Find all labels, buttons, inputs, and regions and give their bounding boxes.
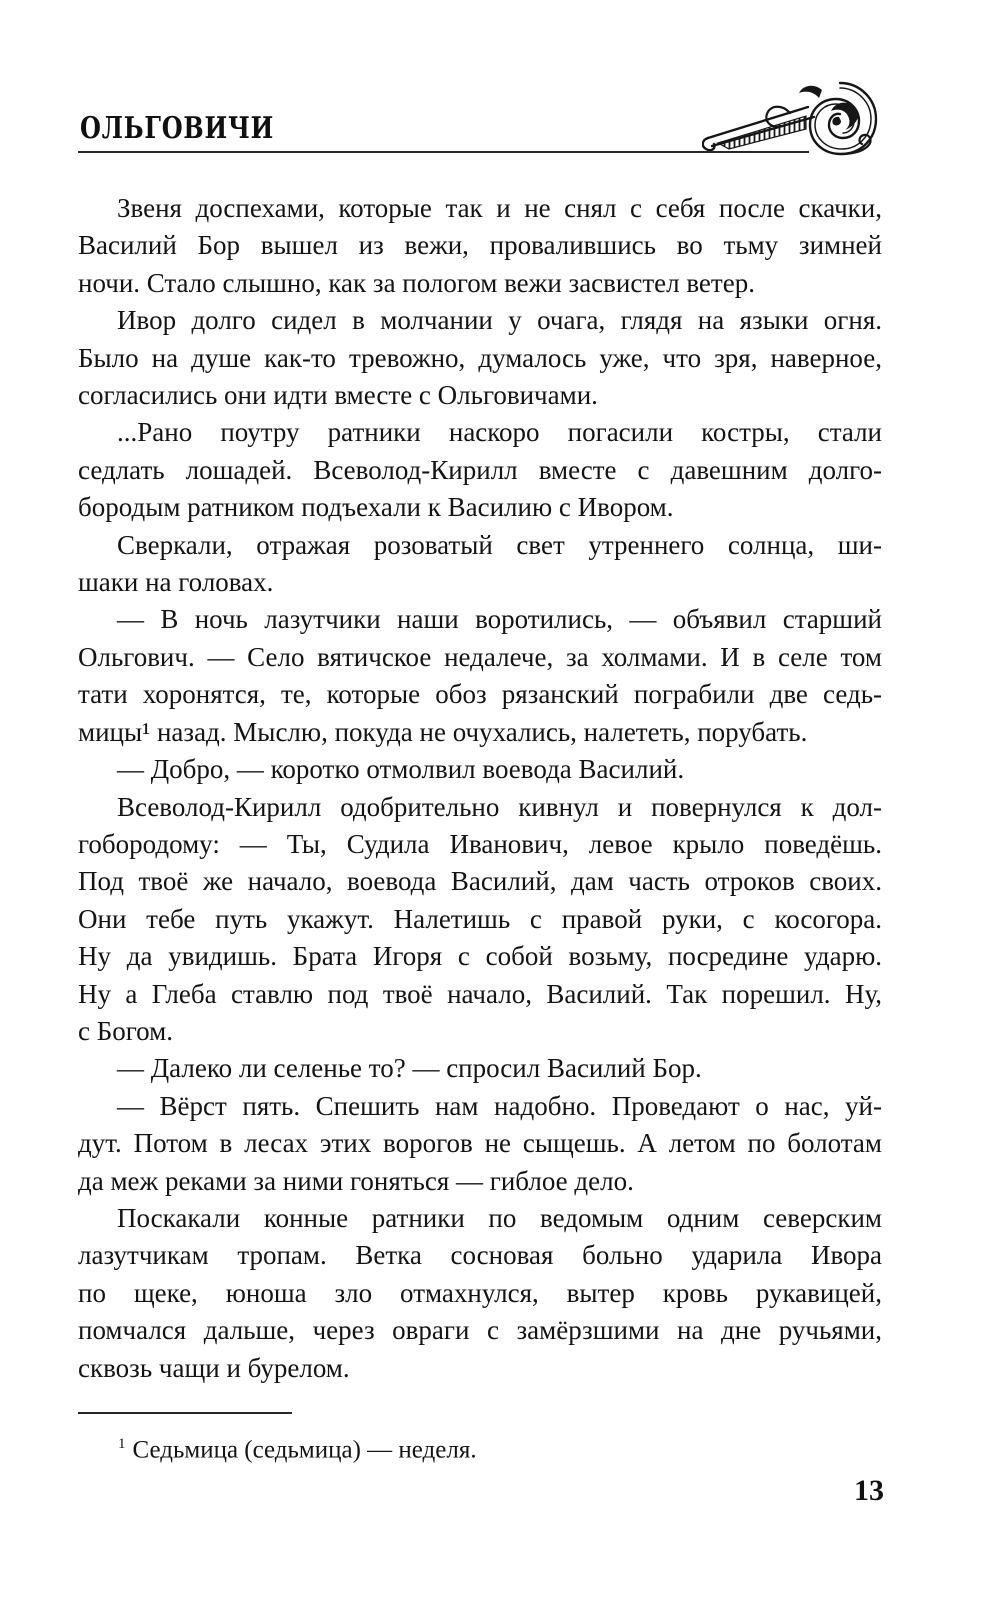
header-rule [78,151,809,153]
scroll-flourish-ornament-icon [702,80,880,158]
text-line: Было на душе как-то тревожно, думалось уже, что зря, наверное, [78,342,882,373]
text-line: Ольгович. — Село вятичское недалече, за холмами. И в селе том [78,641,882,672]
body-text-block [78,190,882,1387]
text-line: помчался дальше, через овраги с замёрзшими на дне ручьями, [78,1315,882,1346]
text-line: согласились они идти вместе с Ольговичами. [78,380,598,411]
text-line: Под твоё же начало, воевода Василий, дам часть отроков своих. [78,866,882,897]
footnote [78,1428,882,1466]
text-line: Сверкали, отражая розоватый свет утреннего солнца, ши- [117,529,882,560]
text-line: бородым ратником подъехали к Василию с Ивором. [78,492,674,523]
text-line: ночи. Стало слышно, как за пологом вежи засвистел ветер. [78,267,755,298]
text-line: ...Рано поутру ратники наскоро погасили костры, стали [117,417,882,448]
text-line: по щеке, юноша зло отмахнулся, вытер кровь рукавицей, [78,1277,882,1308]
text-line: — Вёрст пять. Спешить нам надобно. Проведают о нас, уй- [117,1090,882,1121]
text-line: — Далеко ли селенье то? — спросил Василий Бор. [117,1053,702,1084]
page-number: 13 [854,1474,884,1507]
text-line: мицы¹ назад. Мыслю, покуда не очухались, налететь, порубать. [78,716,808,747]
text-line: Звеня доспехами, которые так и не снял с себя после скачки, [117,193,882,223]
text-line: гобородому: — Ты, Судила Иванович, левое крыло поведёшь. [78,828,882,859]
text-line: Поскакали конные ратники по ведомым одним северским [117,1202,882,1233]
text-line: — В ночь лазутчики наши воротились, — объявил старший [117,604,882,635]
text-line: лазутчикам тропам. Ветка сосновая больно ударила Ивора [78,1240,882,1271]
text-line: Ивор долго сидел в молчании у очага, глядя на языки огня. [117,305,882,336]
text-line: тати хоронятся, те, которые обоз рязанский пограбили две седь- [78,679,882,710]
text-line: Всеволод-Кирилл одобрительно кивнул и повернулся к дол- [117,791,882,822]
text-line: сквозь чащи и бурелом. [78,1352,350,1383]
text-line: Они тебе путь укажут. Налетишь с правой руки, с косогора. [78,903,882,934]
footnote-marker: 1 [118,1436,126,1452]
text-line: — Добро, — коротко отмолвил воевода Василий. [117,754,685,785]
text-line: Ну а Глеба ставлю под твоё начало, Василий. Так порешил. Ну, [78,978,882,1009]
text-line: шаки на головах. [78,567,274,598]
text-line: да меж реками за ними гоняться — гиблое дело. [78,1165,634,1196]
text-line: седлать лошадей. Всеволод-Кирилл вместе с давешним долго- [78,454,882,485]
footnote-text: Седьмица (седьмица) — неделя. [132,1436,477,1464]
text-line: дут. Потом в лесах этих ворогов не сыщешь. А летом по болотам [78,1128,882,1159]
running-header-title: ОЛЬГОВИЧИ [80,111,275,146]
text-line: с Богом. [78,1015,173,1046]
footnote-separator [78,1412,292,1414]
text-line: Василий Бор вышел из вежи, провалившись во тьму зимней [78,230,882,261]
text-line: Ну да увидишь. Брата Игоря с собой возьму, посредине ударю. [78,941,882,972]
